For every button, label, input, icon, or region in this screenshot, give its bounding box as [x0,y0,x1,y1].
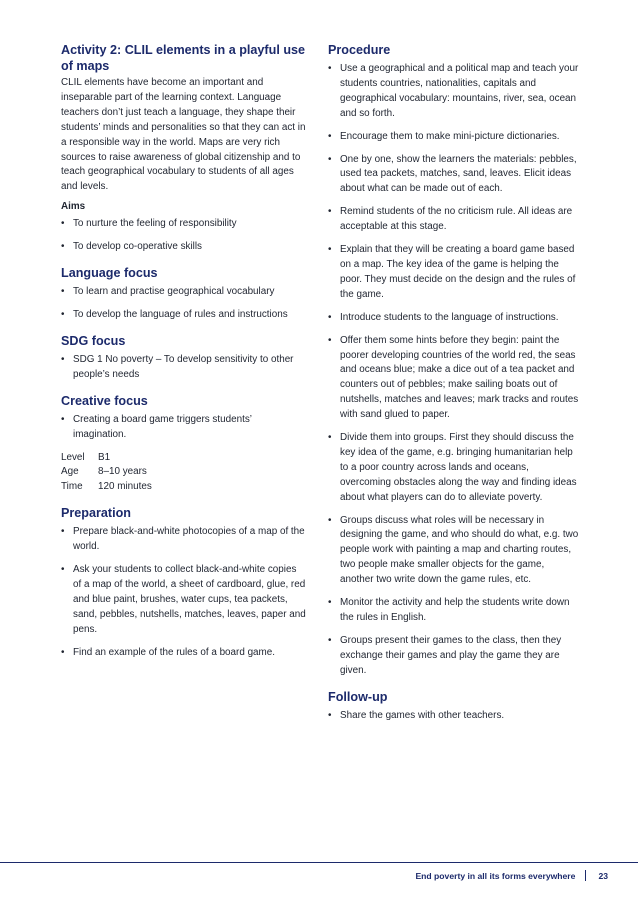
list-item: • Explain that they will be creating a board game based on a map. The key idea of the game is helping the poor. They must decide on the design and the rules of the game. [328,243,580,303]
list-item: • Offer them some hints before they begin: paint the poorer developing countries of the world red, the seas and oceans blue; make a dice out of a tea packet and counters out of pebbles; make sailing boats out of nutshells, matches and leaves; mark tracks and routes with sand glued to paper. [328,334,580,423]
meta-value: 120 minutes [98,481,152,493]
list-item: • Share the games with other teachers. [328,709,580,724]
meta-row-time [61,480,152,495]
list-item: • Find an example of the rules of a board game. [61,646,306,661]
meta-key: Age [61,466,79,478]
followup-list [328,709,580,724]
language-focus-heading: Language focus [61,266,158,281]
list-item: • Monitor the activity and help the students write down the rules in English. [328,596,580,626]
list-item: • One by one, show the learners the materials: pebbles, used tea packets, matches, sand, leaves. Elicit ideas about what can be made out of each. [328,153,580,198]
page-footer [415,870,608,881]
meta-row-age [61,465,152,480]
meta-key: Level [61,451,85,463]
procedure-heading: Procedure [328,43,391,57]
meta-row-level [61,451,152,466]
aims-label: Aims [61,201,86,213]
list-item: • SDG 1 No poverty – To develop sensitivity to other people’s needs [61,353,306,383]
preparation-heading: Preparation [61,506,131,521]
meta-value: B1 [98,451,111,463]
right-column [328,42,580,732]
creative-focus-list [61,413,306,443]
list-item: • Prepare black-and-white photocopies of a map of the world. [61,525,306,555]
followup-heading: Follow-up [328,689,388,704]
intro-paragraph: CLIL elements have become an important and inseparable part of the learning context. Language teachers don’t just teach a language, they shape their students’ minds and personalities so that they can act in a responsible way in the world. Maps are very rich sources to raise awareness of global citizenship and to teach geographical vocabulary to students of all ages and levels. [61,77,306,193]
activity-title: Activity 2: CLIL elements in a playful use of maps [61,43,306,73]
footer-divider [0,862,638,863]
creative-focus-heading: Creative focus [61,393,148,408]
activity-meta-table [61,451,152,496]
preparation-list [61,525,306,660]
list-item: • To learn and practise geographical vocabulary [61,285,306,300]
footer-text: End poverty in all its forms everywhere [415,870,576,881]
list-item: • Divide them into groups. First they should discuss the key idea of the game, e.g. bringing humanitarian help to a poor country across lands and oceans, overcoming obstacles along the way and finding ideas about what players can do to alleviate poverty. [328,431,580,506]
list-item: • To develop the language of rules and instructions [61,308,306,323]
list-item: • Encourage them to make mini-picture dictionaries. [328,130,580,145]
list-item: • Groups present their games to the class, then they exchange their games and play the game they are given. [328,634,580,679]
list-item: • Introduce students to the language of instructions. [328,311,580,326]
list-item: • Groups discuss what roles will be necessary in designing the game, and who should do what, e.g. two people work with painting a map and charting routes, two people make smaller objects for the game, another two write down the game rules, etc. [328,514,580,589]
list-item: • Remind students of the no criticism rule. All ideas are acceptable at this stage. [328,205,580,235]
list-item: • Ask your students to collect black-and-white copies of a map of the world, a sheet of cardboard, glue, red and blue paint, brushes, water cups, tea packets, sand, pebbles, nutshells, matches, leaves, paper and pens. [61,563,306,638]
left-column [61,42,306,668]
list-item: • Use a geographical and a political map and teach your students countries, nationalities, capitals and geographical vocabulary: mountains, river, sea, ocean and so forth. [328,62,580,122]
sdg-focus-heading: SDG focus [61,333,126,348]
sdg-focus-list [61,353,306,383]
meta-value: 8–10 years [98,466,147,478]
list-item: • To nurture the feeling of responsibility [61,217,306,232]
procedure-list [328,62,580,679]
aims-list [61,217,306,255]
list-item: • To develop co-operative skills [61,240,306,255]
page-number: 23 [598,870,608,881]
list-item: • Creating a board game triggers students’ imagination. [61,413,306,443]
footer-separator [585,870,586,881]
language-focus-list [61,285,306,323]
meta-key: Time [61,481,83,493]
